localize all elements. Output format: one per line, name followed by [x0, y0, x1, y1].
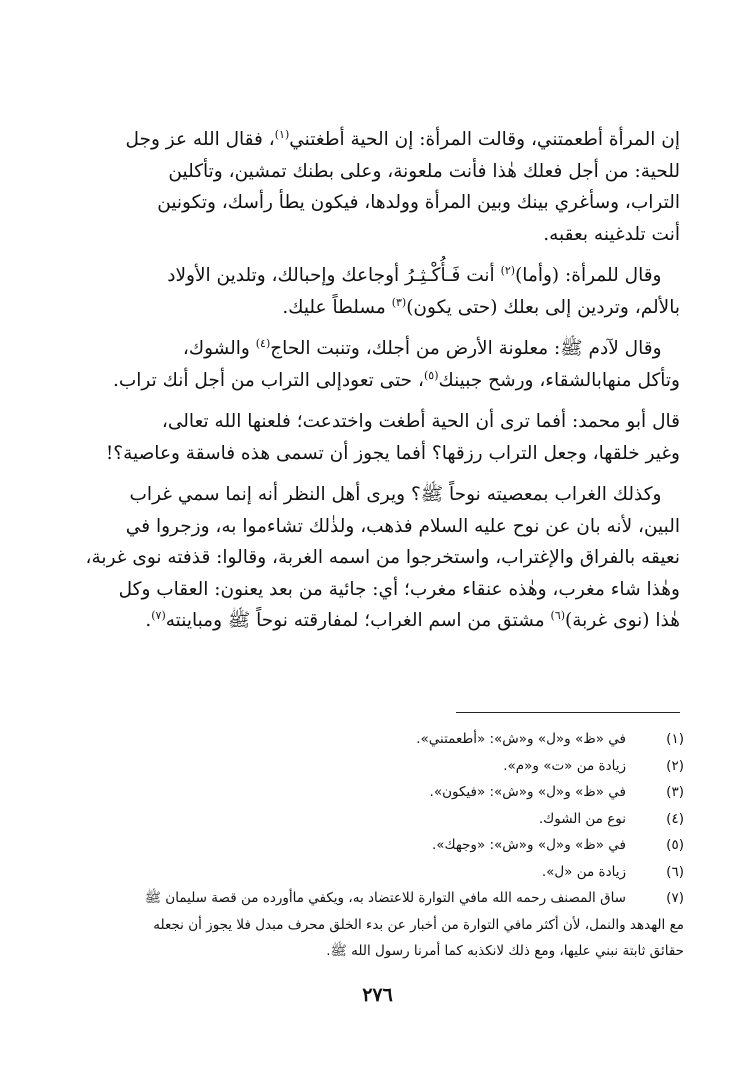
paragraph-3 [74, 333, 680, 396]
footnote-text: زيادة من «ت» و«م». [503, 757, 626, 774]
paragraph-1 [74, 124, 680, 250]
text-line: وقال للمرأة: (وأما)$^{(٢)}$ أنت فَـأُكْـثِـرُ أوجاعك وإحبالك، وتلدين الأولاد [167, 263, 662, 286]
footnote-ref-1[interactable]: (١) [274, 127, 290, 141]
paragraph-2 [74, 260, 680, 323]
footnote-text: في «ظ» و«ل» و«ش»: «أطعمتني». [416, 731, 626, 747]
footnote-item [74, 806, 684, 833]
footnote-number: (٦) [666, 863, 684, 880]
footnote-ref-2[interactable]: (٢) [500, 263, 516, 277]
footnote-number: (٢) [666, 757, 684, 774]
text-line: نعيقه بالفراق والإغتراب، واستخرجوا من اسمه الغربة، وقالوا: قذفته نوى غربة، [85, 547, 680, 568]
text-line: التراب، وسأغري بينك وبين المرأة وولدها، فيكون يطأ رأسك، وتكونين [157, 192, 680, 213]
footnote-text: في «ظ» و«ل» و«ش»: «وجهك». [431, 837, 626, 853]
text-line: وهٰذا شاء مغرب، وهٰذه عنقاء مغرب؛ أي: جائية من بعد يعنون: العقاب وكل [118, 578, 680, 600]
footnote-text: نوع من الشوك. [538, 810, 626, 827]
text-line: للحية: من أجل فعلك هٰذا فأنت ملعونة، وعلى بطنك تمشين، وتأكلين [168, 160, 680, 182]
footnote-item [74, 753, 684, 780]
footnote-ref-4[interactable]: (٤) [255, 336, 271, 350]
footnotes [74, 726, 684, 965]
text-line: وكذلك الغراب بمعصيته نوحاً ﷺ؟ ويرى أهل النظر أنه إنما سمي غراب [129, 484, 662, 505]
text-line: هٰذا (نوى غربة)$^{(٦)}$ مشتق من اسم الغراب؛ لمفارقته نوحاً ﷺ ومباينته$^{(٧)}$. [145, 608, 680, 631]
footnote-continuation: مع الهدهد والنمل، لأن أكثر مافي التوارة من أخبار عن بدء الخلق محرف مبدل فلا يجوز أن نجعله [153, 916, 684, 933]
text-line: إن المرأة أطعمتني، وقالت المرأة: إن الحية أطغتني$^{(١)}$، فقال الله عز وجل [125, 127, 680, 150]
footnote-ref-3[interactable]: (٣) [391, 295, 407, 309]
footnote-number: (٥) [666, 837, 684, 853]
text-line: أنت تلدغينه بعقبه. [543, 223, 680, 245]
text-line: وغير خلقها، وجعل التراب رزقها؟ أفما يجوز أن تسمى هذه فاسقة وعاصية؟! [105, 442, 680, 464]
footnote-ref-6[interactable]: (٦) [550, 608, 566, 622]
footnote-continuation: حقائق ثابتة نبني عليها، ومع ذلك لانكذبه كما أمرنا رسول الله ﷺ. [326, 943, 684, 959]
footnote-number: (١) [666, 731, 684, 747]
text-line: البين، لأنه بان عن نوح عليه السلام فذهب، ولذٰلك تشاءموا به، وزجروا في [125, 515, 680, 537]
page-number: ٢٧٦ [362, 984, 393, 1006]
text-line: بالألم، وتردين إلى بعلك (حتى يكون)$^{(٣)}$ مسلطاً عليك. [282, 295, 680, 318]
text-line: وقال لآدم ﷺ: معلونة الأرض من أجلك، وتنبت الحاج$^{(٤)}$ والشوك، [182, 336, 662, 359]
footnote-number: (٤) [666, 810, 684, 827]
text-line: قال أبو محمد: أفما ترى أن الحية أطغت واختدعت؛ فلعنها الله تعالى، [161, 411, 680, 432]
footnote-item [74, 885, 684, 912]
text-line: وتأكل منهابالشقاء، ورشح جبينك$^{(٥)}$، حتى تعودإلى التراب من أجل أنك تراب. [112, 368, 680, 391]
footnote-item [74, 726, 684, 753]
main-text [74, 124, 680, 647]
footnote-ref-7[interactable]: (٧) [151, 608, 166, 622]
footnote-ref-5[interactable]: (٥) [423, 368, 439, 382]
footnote-item [74, 779, 684, 806]
paragraph-4 [74, 406, 680, 469]
footnote-item [74, 859, 684, 886]
footnote-number: (٧) [666, 890, 684, 906]
paragraph-5 [74, 479, 680, 637]
footnote-divider [456, 712, 680, 713]
footnote-number: (٣) [666, 784, 684, 800]
footnote-text: ساق المصنف رحمه الله مافي التوارة للاعتضاد به، ويكفي ماأورده من قصة سليمان ﷺ [144, 890, 626, 906]
footnote-text: زيادة من «ل». [541, 863, 626, 880]
footnote-text: في «ظ» و«ل» و«ش»: «فيكون». [429, 784, 626, 800]
footnote-item [74, 832, 684, 859]
